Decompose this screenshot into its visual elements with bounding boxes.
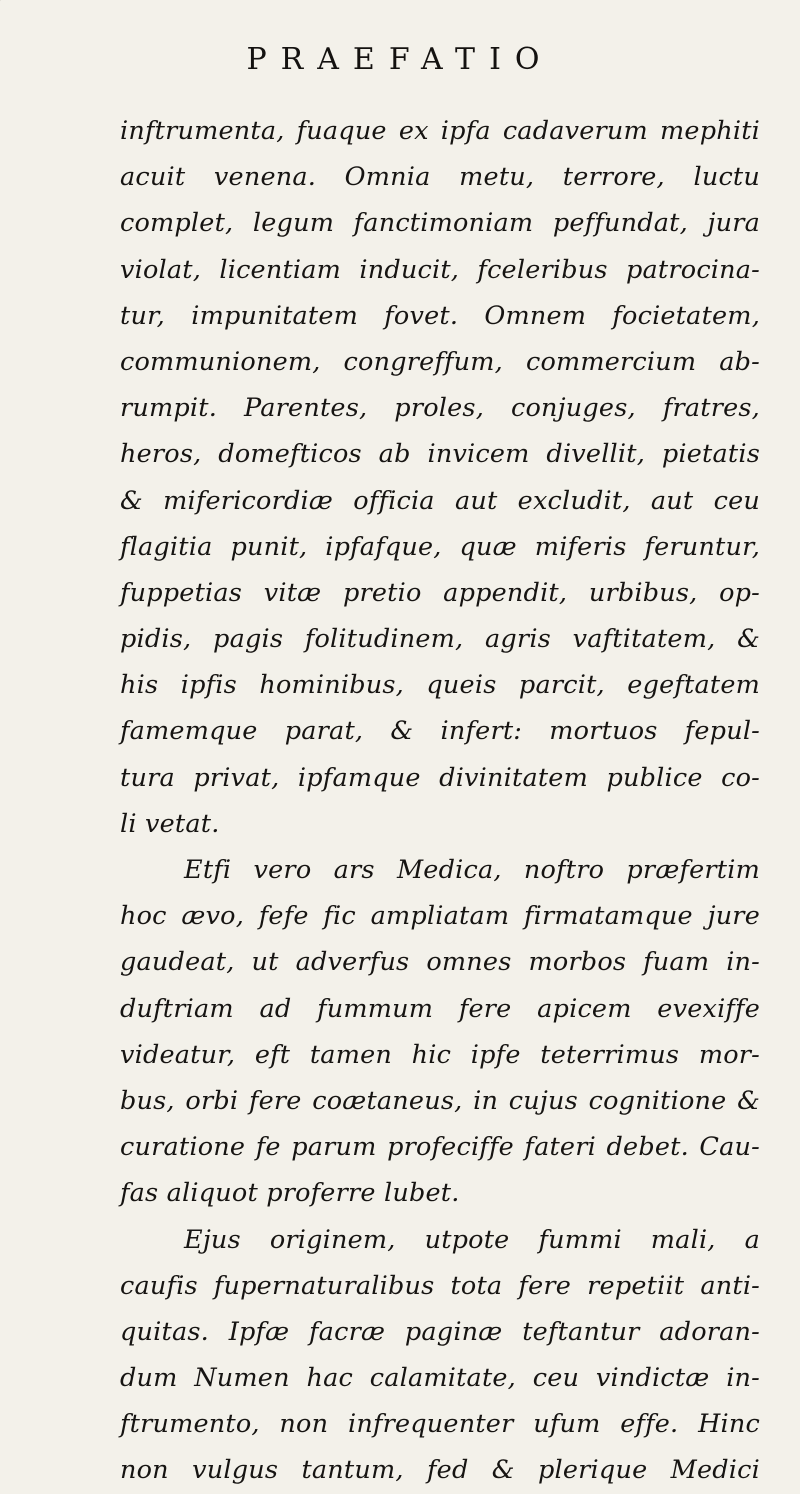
paragraph-start-line: Ejus originem, utpote fummi mali, a: [184, 1224, 760, 1255]
text-line: non vulgus tantum, fed & plerique Medici: [120, 1455, 760, 1486]
text-line: quitas. Ipfæ facræ paginæ teftantur adoran-: [120, 1316, 760, 1347]
text-line: tur, impunitatem fovet. Omnem focietatem,: [120, 300, 760, 331]
text-line: tura privat, ipfamque divinitatem publice co-: [120, 762, 760, 793]
running-header: PRAEFATIO: [246, 42, 554, 77]
text-line: videatur, eft tamen hic ipfe teterrimus mor-: [120, 1039, 760, 1070]
text-line: heros, domefticos ab invicem divellit, pietatis: [120, 439, 760, 470]
text-line: violat, licentiam inducit, fceleribus patrocina-: [120, 254, 760, 285]
text-line: acuit venena. Omnia metu, terrore, luctu: [120, 162, 760, 193]
text-line: fuppetias vitæ pretio appendit, urbibus, op-: [120, 577, 760, 608]
text-line: dum Numen hac calamitate, ceu vindictæ in-: [120, 1363, 760, 1394]
text-line: & mifericordiæ officia aut excludit, aut ceu: [120, 485, 760, 516]
text-line: inftrumenta, fuaque ex ipfa cadaverum mephiti: [120, 116, 760, 146]
text-line: hoc ævo, fefe fic ampliatam firmatamque jure: [120, 901, 760, 932]
body-text: [120, 108, 760, 1494]
text-line: complet, legum fanctimoniam peffundat, jura: [120, 208, 760, 239]
text-line: caufis fupernaturalibus tota fere repetiit anti-: [120, 1270, 760, 1301]
text-line: famemque parat, & infert: mortuos fepul-: [120, 716, 760, 747]
text-line: communionem, congreffum, commercium ab-: [120, 346, 760, 377]
text-line: fas aliquot proferre lubet.: [120, 1178, 460, 1209]
text-line: li vetat.: [120, 808, 220, 839]
text-line: bus, orbi fere coætaneus, in cujus cognitione &: [120, 1085, 760, 1116]
text-line: curatione fe parum profeciffe fateri debet. Cau-: [120, 1132, 760, 1163]
paragraph-start-line: Etfi vero ars Medica, noftro præfertim: [184, 855, 760, 885]
text-line: his ipfis hominibus, queis parcit, egeftatem: [120, 670, 760, 701]
text-line: flagitia punit, ipfafque, quæ miferis feruntur,: [120, 531, 760, 562]
text-line: rumpit. Parentes, proles, conjuges, fratres,: [120, 393, 760, 424]
text-line: gaudeat, ut adverfus omnes morbos fuam in-: [120, 947, 760, 978]
text-line: ftrumento, non infrequenter ufum effe. Hinc: [120, 1409, 760, 1440]
text-line: pidis, pagis folitudinem, agris vaftitatem, &: [120, 624, 760, 655]
text-line: duftriam ad fummum fere apicem evexiffe: [120, 993, 760, 1024]
